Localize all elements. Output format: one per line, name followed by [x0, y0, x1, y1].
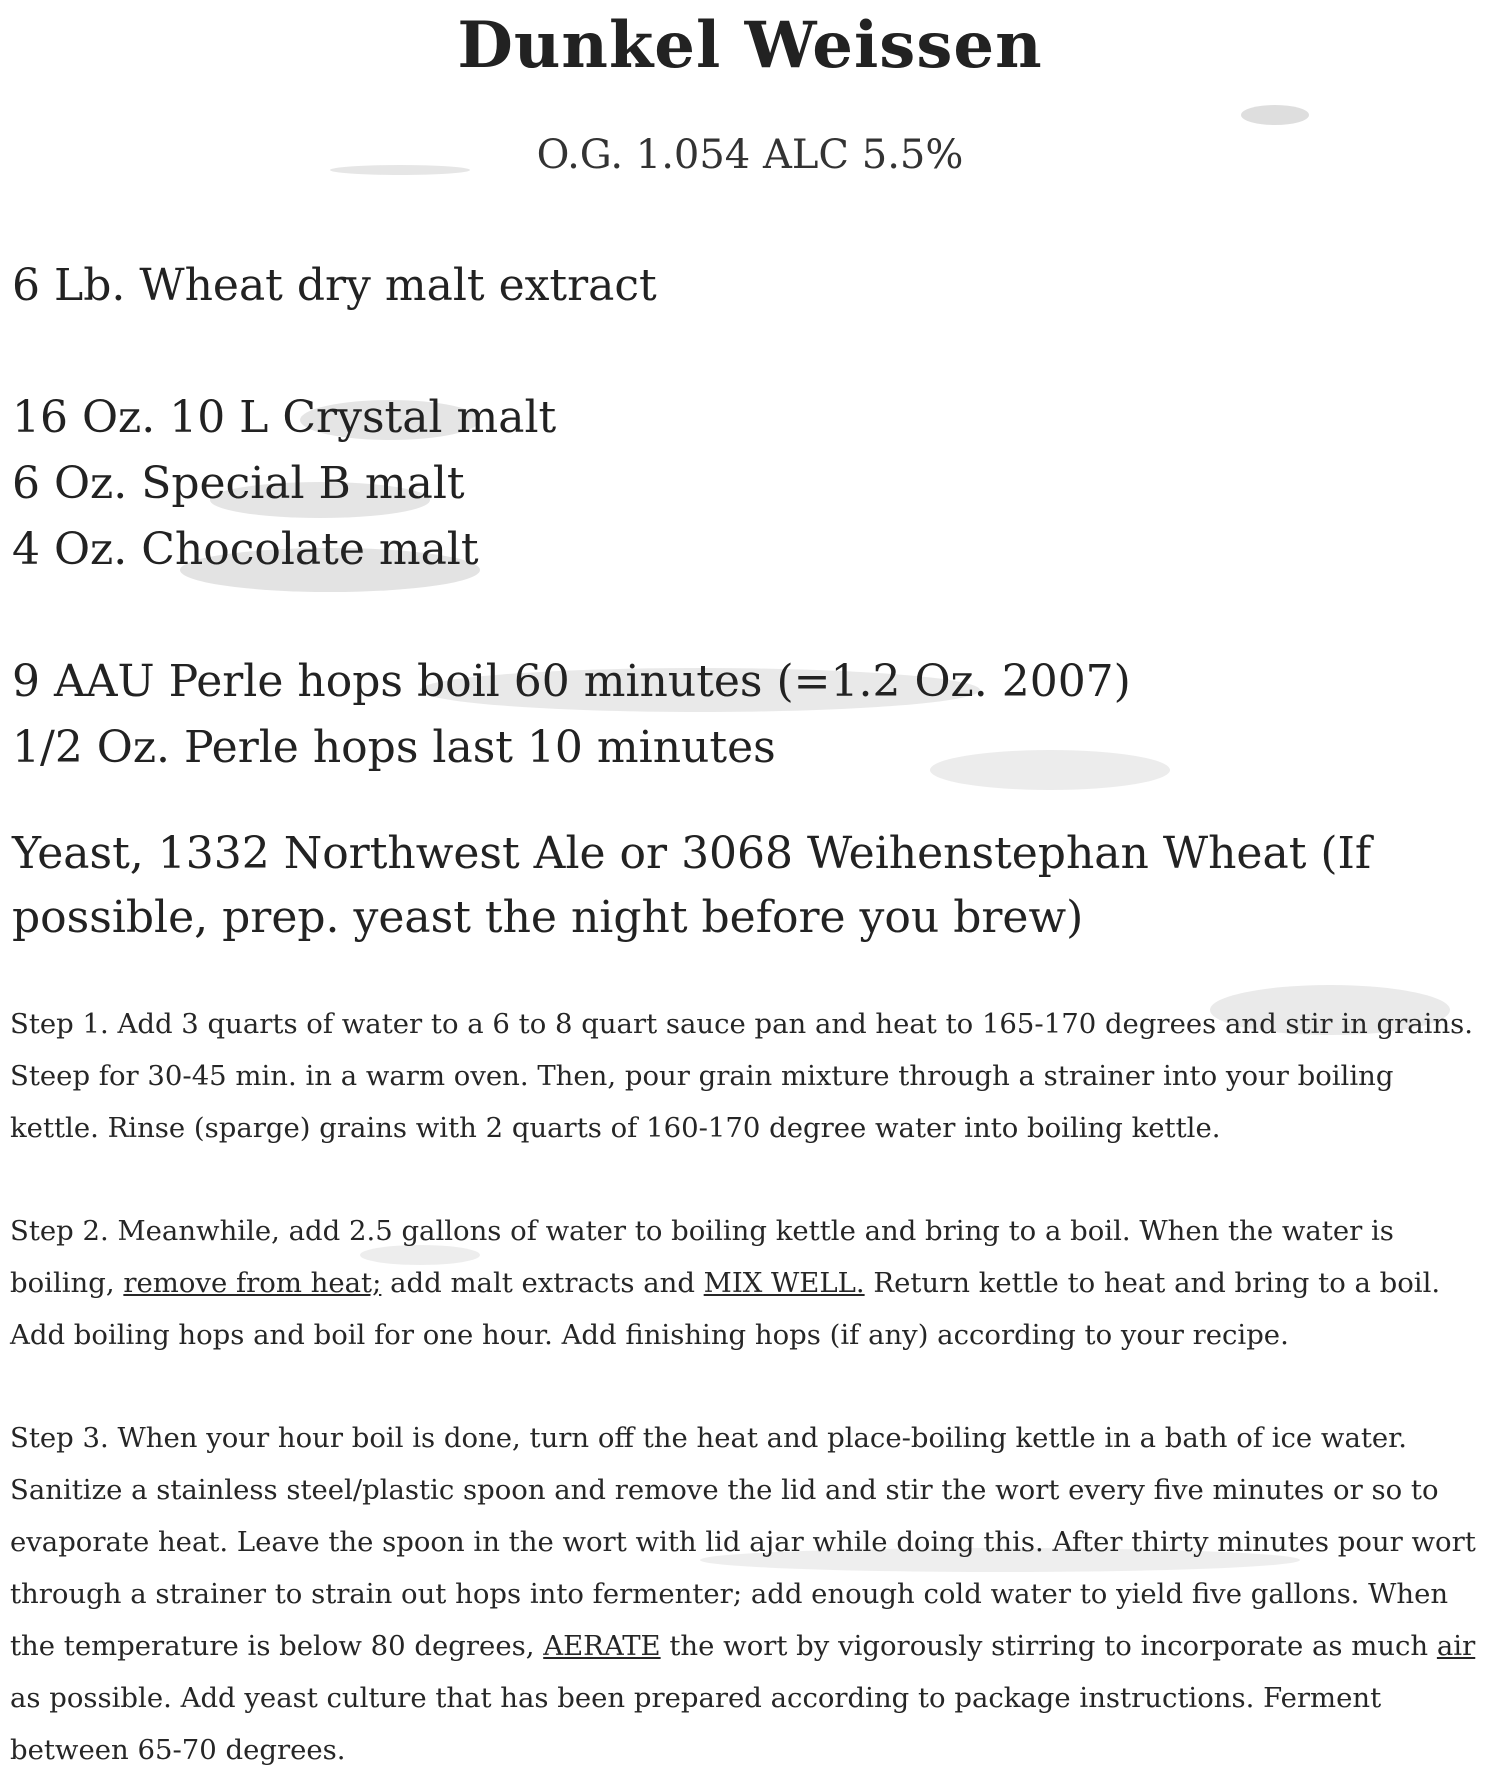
step-2-text: Return kettle to heat and bring to a boil. Add boiling hops and boil for one hour. Add finishing hops (if any) according to your recipe. [10, 1267, 1441, 1351]
grain-item: 6 Oz. Special B malt [12, 458, 465, 509]
gravity-alcohol-stats: O.G. 1.054 ALC 5.5% [536, 132, 964, 178]
yeast-line: Yeast, 1332 Northwest Ale or 3068 Weihenstephan Wheat (If possible, prep. yeast the night before you brew) [12, 828, 1372, 943]
step-2-text: Step 2. Meanwhile, add 2.5 gallons of water to boiling kettle and bring to a boil. When the water is boiling, [10, 1215, 1394, 1299]
step-3-paragraph [10, 1412, 1490, 1776]
hops-item: 9 AAU Perle hops boil 60 minutes (=1.2 Oz. 2007) [12, 656, 1131, 707]
step-2-emphasis: remove from heat; [123, 1267, 382, 1299]
grain-item: 4 Oz. Chocolate malt [12, 524, 479, 575]
step-3-emphasis: AERATE [543, 1630, 661, 1662]
step-3-emphasis: air [1436, 1630, 1476, 1662]
step-1-paragraph: Step 1. Add 3 quarts of water to a 6 to 8 quart sauce pan and heat to 165-170 degrees and stir in grains. Steep for 30-45 min. in a warm oven. Then, pour grain mixture through a strainer into your boiling kettle. Rinse (sparge) grains with 2 quarts of 160-170 degree water into boiling kettle. [10, 1008, 1474, 1144]
step-3-text: the wort by vigorously stirring to incorporate as much [669, 1630, 1429, 1662]
step-3-text: Step 3. When your hour boil is done, turn off the heat and place-boiling kettle in a bath of ice water. Sanitize a stainless steel/plastic spoon and remove the lid and stir the wort every five minutes or so to evaporate heat. Leave the spoon in the wort with lid ajar while doing this. After thirty minutes pour wort through a strainer to strain out hops into fermenter; add enough cold water to yield five gallons. When the temperature is below 80 degrees, [10, 1422, 1476, 1662]
step-3-text: as possible. Add yeast culture that has been prepared according to package instructions. Ferment between 65-70 degrees. [10, 1682, 1382, 1766]
malt-extract-line: 6 Lb. Wheat dry malt extract [12, 260, 657, 311]
hops-item: 1/2 Oz. Perle hops last 10 minutes [12, 722, 776, 773]
step-2-emphasis: MIX WELL. [703, 1267, 865, 1299]
recipe-title: Dunkel Weissen [457, 8, 1043, 83]
step-2-text: add malt extracts and [390, 1267, 695, 1299]
grain-item: 16 Oz. 10 L Crystal malt [12, 392, 557, 443]
step-2-paragraph [10, 1205, 1490, 1361]
